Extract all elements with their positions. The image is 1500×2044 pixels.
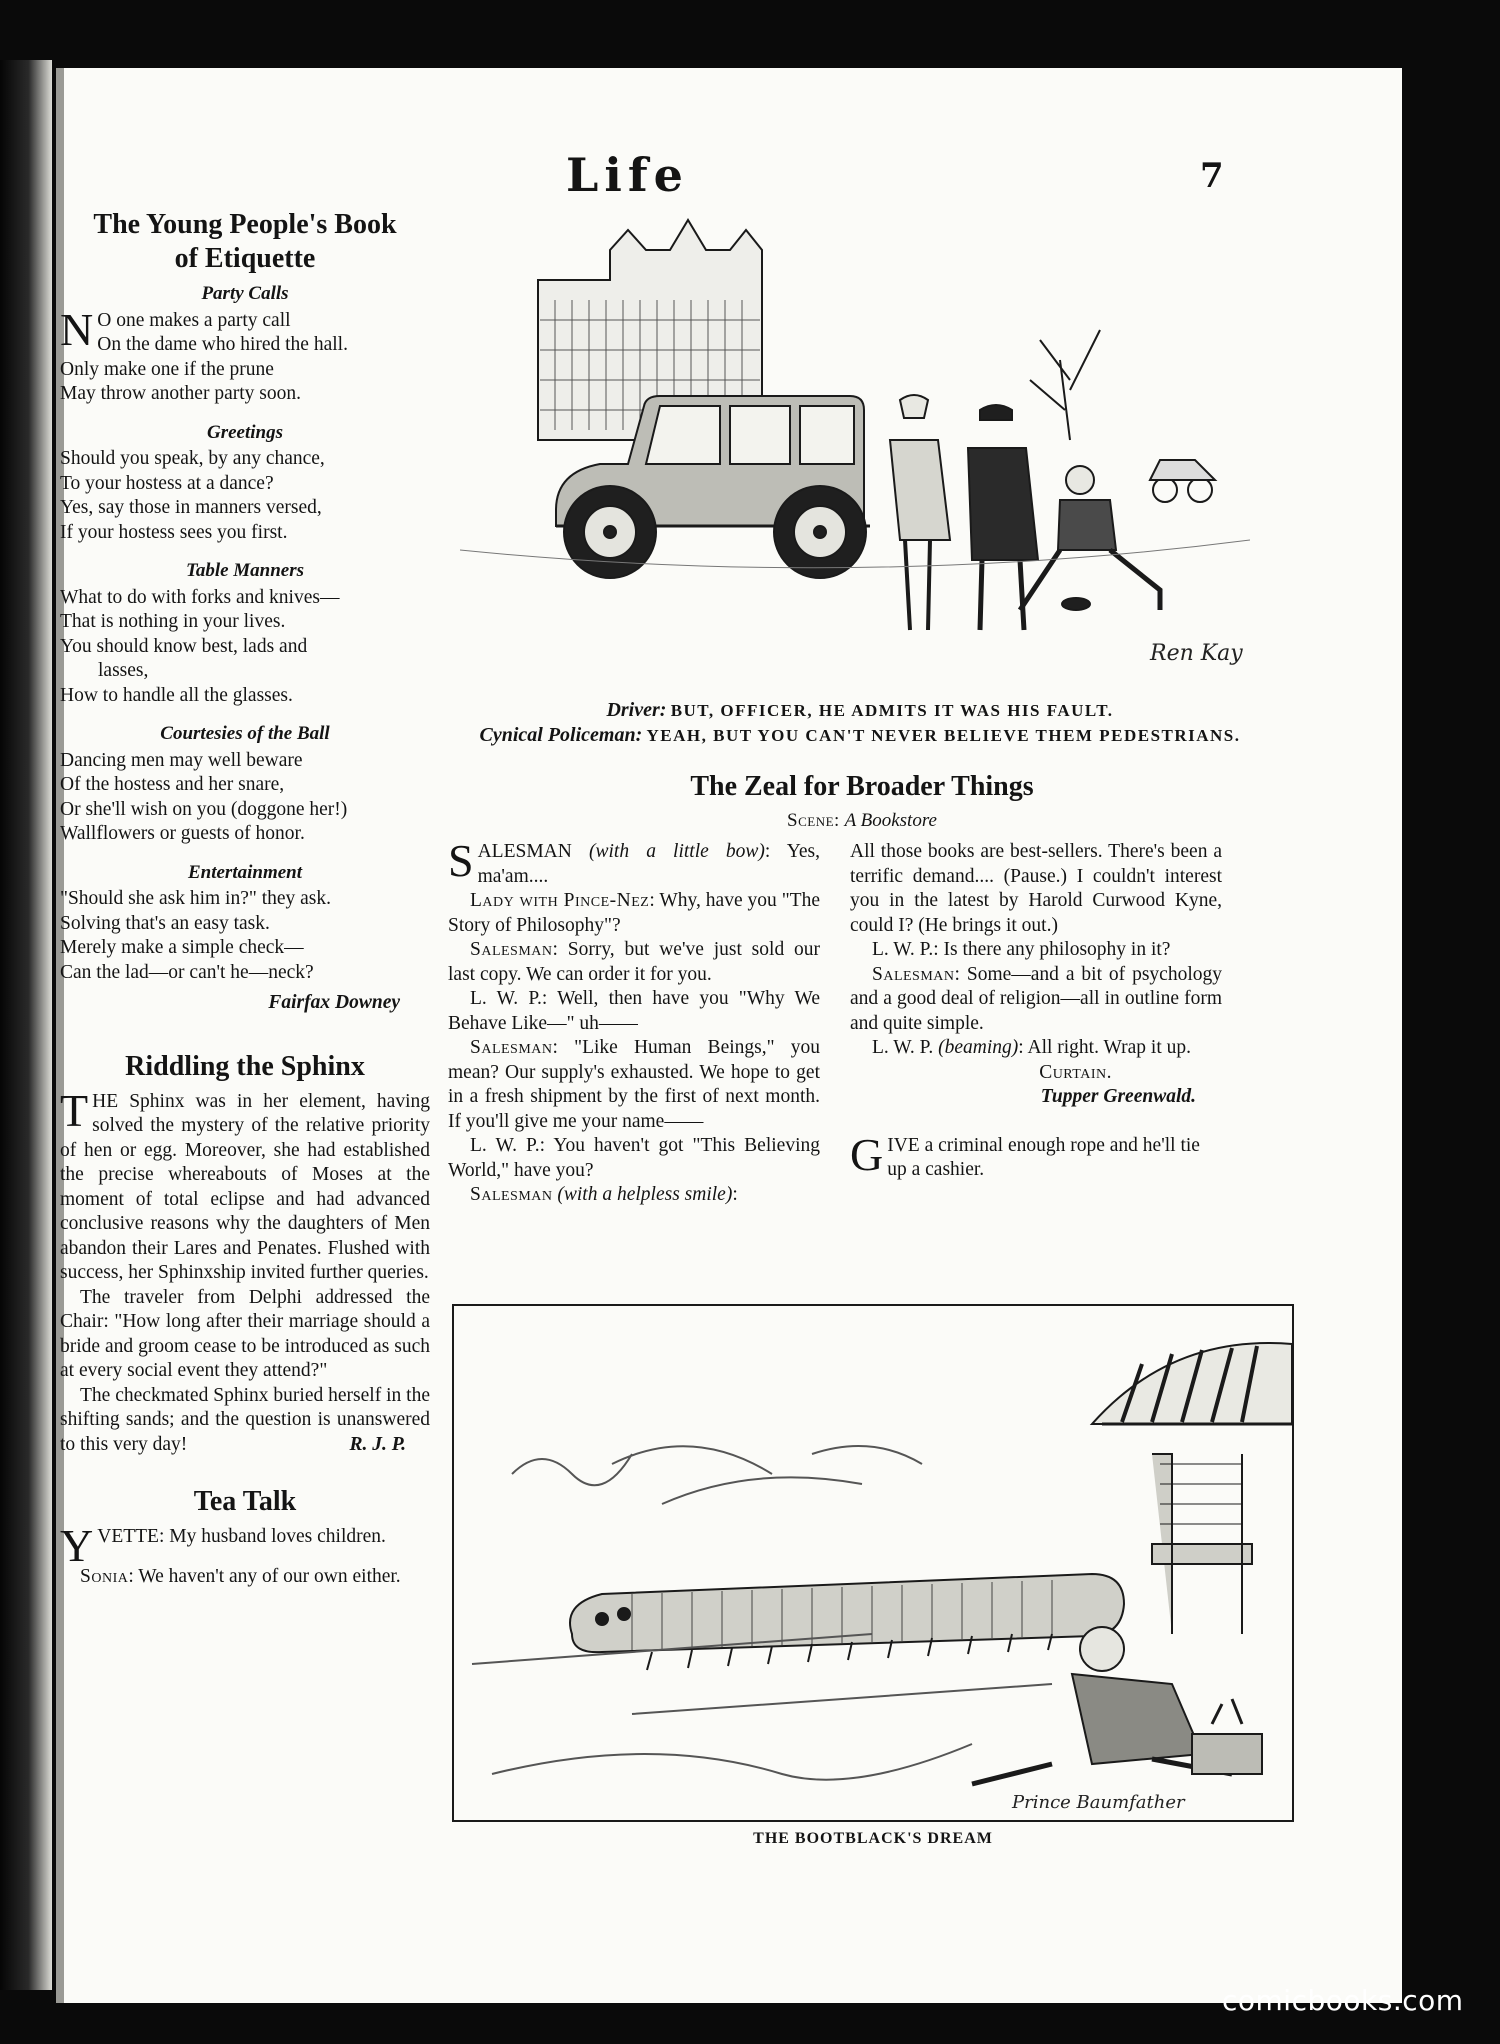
sphinx-paragraph-3-text: The checkmated Sphinx buried herself in the shifting sands; and the question is unanswered to this very day! bbox=[60, 1384, 430, 1455]
entertainment-heading: Entertainment bbox=[187, 861, 303, 883]
verse-line: Of the hostess and her snare, bbox=[60, 774, 285, 795]
magazine-title: Life bbox=[566, 148, 689, 202]
zeal-author: Tupper Greenwald. bbox=[1040, 1086, 1196, 1107]
zeal-line bbox=[448, 1183, 820, 1208]
tea-speaker-1: VETTE bbox=[97, 1526, 159, 1547]
left-column bbox=[60, 208, 430, 1590]
page-number: 7 bbox=[1200, 156, 1224, 196]
zeal-scene-label: Scene: bbox=[787, 810, 840, 831]
verse-line: If your hostess sees you first. bbox=[60, 521, 288, 543]
verse-line: Can the lad—or can't he—neck? bbox=[60, 961, 314, 983]
zeal-line bbox=[850, 1036, 1222, 1061]
verse-line: That is nothing in your lives. bbox=[60, 611, 286, 632]
zeal-speaker: ALESMAN bbox=[477, 841, 572, 862]
magazine-page bbox=[56, 68, 1402, 2003]
etiquette-title-line1: The Young People's Book bbox=[93, 209, 397, 240]
etiquette-author: Fairfax Downey bbox=[268, 992, 400, 1013]
zeal-direction: (with a little bow) bbox=[588, 841, 765, 862]
greetings-verse bbox=[60, 447, 430, 545]
zeal-direction: (beaming) bbox=[938, 1037, 1019, 1058]
zeal-speaker: Salesman bbox=[470, 939, 553, 960]
party-calls-dropcap: N bbox=[60, 303, 94, 355]
verse-line: May throw another party soon. bbox=[60, 383, 301, 404]
verse-line: To your hostess at a dance? bbox=[60, 472, 274, 494]
zeal-speaker: L. W. P. bbox=[470, 988, 542, 1009]
zeal-speaker: Salesman bbox=[470, 1037, 553, 1058]
verse-line: How to handle all the glasses. bbox=[60, 684, 293, 706]
tea-line-2: : We haven't any of our own either. bbox=[128, 1566, 401, 1587]
verse-line: Or she'll wish on you (doggone her!) bbox=[60, 798, 348, 820]
zeal-line bbox=[850, 938, 1222, 963]
car-accident-cartoon bbox=[460, 210, 1250, 700]
zeal-text: : Some—and a bit of psychology and a good deal of religion—all in outline form and quite simple. bbox=[850, 963, 1222, 1034]
zeal-text: : Is there any philosophy in it? bbox=[933, 939, 1171, 960]
give-text: IVE a criminal enough rope and he'll tie up a cashier. bbox=[887, 1134, 1200, 1180]
site-watermark: comicbooks.com bbox=[1222, 1984, 1464, 2017]
zeal-text: : Sorry, but we've just sold our last copy. We can order it for you. bbox=[448, 939, 820, 985]
cartoon1-signature: Ren Kay bbox=[1150, 641, 1243, 666]
caption-police-label: Cynical Policeman: bbox=[479, 724, 643, 746]
zeal-line bbox=[448, 835, 820, 889]
tea-talk-title: Tea Talk bbox=[193, 1486, 297, 1517]
courtesies-verse bbox=[60, 749, 430, 847]
etiquette-title bbox=[60, 208, 430, 276]
tea-line-1: : My husband loves children. bbox=[158, 1526, 386, 1547]
cartoon2-signature: Prince Baumfather bbox=[1012, 1792, 1185, 1813]
zeal-speaker: L. W. P. bbox=[872, 939, 934, 960]
zeal-text: : All right. Wrap it up. bbox=[1018, 1037, 1191, 1058]
zeal-text: : Why, have you "The Story of Philosophy"? bbox=[448, 890, 820, 936]
etiquette-title-line2: of Etiquette bbox=[174, 243, 316, 274]
verse-line: Solving that's an easy task. bbox=[60, 912, 270, 934]
bootblack-dream-cartoon bbox=[452, 1304, 1294, 1822]
zeal-dropcap: S bbox=[448, 835, 474, 886]
verse-line: O one makes a party call bbox=[97, 309, 291, 331]
verse-line: lasses, bbox=[98, 660, 149, 681]
table-manners-heading: Table Manners bbox=[185, 560, 305, 581]
zeal-line bbox=[448, 889, 820, 938]
caption-driver-text: BUT, OFFICER, HE ADMITS IT WAS HIS FAULT. bbox=[670, 701, 1114, 720]
party-calls-heading: Party Calls bbox=[201, 283, 289, 304]
cartoon2-caption: THE BOOTBLACK'S DREAM bbox=[753, 1830, 993, 1847]
sphinx-title: Riddling the Sphinx bbox=[125, 1050, 365, 1082]
zeal-speaker: L. W. P. bbox=[872, 1037, 934, 1058]
zeal-direction: (with a helpless smile) bbox=[557, 1184, 733, 1205]
verse-line: Dancing men may well beware bbox=[60, 749, 303, 771]
verse-line: You should know best, lads and bbox=[60, 635, 308, 657]
verse-line: Merely make a simple check— bbox=[60, 937, 304, 958]
verse-line: "Should she ask him in?" they ask. bbox=[60, 888, 332, 909]
zeal-text: : Well, then have you "Why We Behave Like—" uh—— bbox=[448, 988, 821, 1034]
zeal-speaker: Salesman bbox=[470, 1184, 553, 1205]
entertainment-verse bbox=[60, 887, 430, 985]
zeal-speaker: L. W. P. bbox=[470, 1135, 540, 1156]
zeal-text: : bbox=[732, 1184, 738, 1205]
caption-driver-label: Driver: bbox=[606, 699, 667, 721]
sphinx-body bbox=[60, 1084, 430, 1458]
zeal-col2-paragraph-1: All those books are best-sellers. There's been a terrific demand.... (Pause.) I couldn't interest you in the latest by Harold Curwood Kyne, could I? (He brings it out.) bbox=[850, 841, 1222, 936]
zeal-title: The Zeal for Broader Things bbox=[690, 771, 1034, 802]
courtesies-heading: Courtesies of the Ball bbox=[160, 723, 330, 744]
zeal-column-2 bbox=[850, 840, 1222, 1183]
zeal-text: : Yes, ma'am.... bbox=[477, 841, 820, 887]
tea-talk-body bbox=[60, 1520, 430, 1590]
zeal-speaker: Salesman bbox=[872, 963, 955, 985]
verse-line: Only make one if the prune bbox=[60, 358, 274, 380]
sphinx-paragraph-2: The traveler from Delphi addressed the Chair: "How long after their marriage should a bride and groom cease to be introduced as such at every social event they attend?" bbox=[60, 1286, 430, 1381]
zeal-line bbox=[850, 963, 1222, 1037]
tea-speaker-2: Sonia bbox=[80, 1566, 129, 1587]
zeal-line bbox=[448, 938, 820, 987]
verse-line: Should you speak, by any chance, bbox=[60, 448, 325, 469]
table-manners-verse bbox=[60, 586, 430, 709]
verse-line: Yes, say those in manners versed, bbox=[60, 497, 322, 518]
zeal-speaker: Lady with Pince-Nez bbox=[470, 890, 650, 911]
zeal-scene bbox=[442, 810, 1282, 832]
sphinx-paragraph-3 bbox=[60, 1384, 430, 1458]
party-calls-verse bbox=[60, 303, 430, 407]
caption-police-text: YEAH, BUT YOU CAN'T NEVER BELIEVE THEM PEDESTRIANS. bbox=[646, 726, 1241, 745]
sphinx-author: R. J. P. bbox=[349, 1433, 406, 1455]
scan-edge bbox=[0, 60, 52, 1990]
zeal-line bbox=[448, 1036, 820, 1134]
zeal-scene-text: A Bookstore bbox=[844, 810, 937, 831]
zeal-text: : "Like Human Beings," you mean? Our supply's exhausted. We hope to get in a fresh shipment by the first of next month. If you'll give me your name—— bbox=[448, 1037, 820, 1132]
verse-line: On the dame who hired the hall. bbox=[97, 334, 348, 355]
zeal-line bbox=[448, 1134, 820, 1183]
zeal-curtain: Curtain. bbox=[1039, 1061, 1112, 1083]
tea-dropcap: Y bbox=[60, 1520, 94, 1571]
verse-line: What to do with forks and knives— bbox=[60, 586, 340, 608]
give-joke bbox=[850, 1128, 1222, 1183]
zeal-line bbox=[448, 987, 820, 1036]
greetings-heading: Greetings bbox=[207, 421, 283, 443]
give-dropcap: G bbox=[850, 1128, 884, 1180]
verse-line: Wallflowers or guests of honor. bbox=[60, 823, 305, 844]
sphinx-dropcap: T bbox=[60, 1084, 89, 1136]
zeal-column-1 bbox=[448, 835, 821, 1208]
zeal-text: : You haven't got "This Believing World," have you? bbox=[448, 1135, 820, 1181]
sphinx-paragraph-1: HE Sphinx was in her element, having solved the mystery of the relative priority of hen or egg. Moreover, she had established the precise whereabouts of Moses at the moment of total eclipse and had advanced conclusive reasons why the daughters of Men abandon their Lares and Penates. Flushed with success, her Sphinxship invited further queries. bbox=[60, 1090, 430, 1283]
cartoon1-caption bbox=[440, 698, 1280, 748]
tea-line-2-para bbox=[60, 1565, 430, 1590]
